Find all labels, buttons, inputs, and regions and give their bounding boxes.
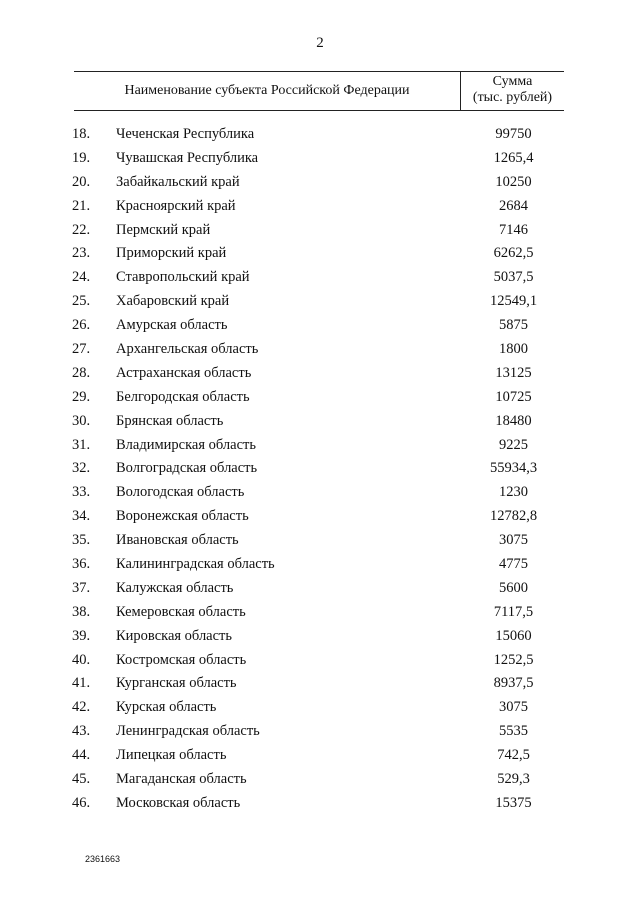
- row-number: 23.: [72, 245, 91, 262]
- table-row: [0, 457, 640, 481]
- row-number: 44.: [72, 747, 91, 764]
- amount-value: 3075: [499, 699, 528, 716]
- page-number: 2: [316, 35, 324, 51]
- amount-value: 55934,3: [489, 460, 538, 477]
- amount-value: 3075: [499, 532, 528, 549]
- table-row: [0, 314, 640, 338]
- header-sum-line1: Сумма: [492, 74, 533, 89]
- row-number: 40.: [72, 651, 91, 668]
- region-name: Забайкальский край: [116, 173, 240, 190]
- amount-value: 9225: [499, 436, 528, 453]
- row-number: 26.: [72, 317, 91, 334]
- region-name: Брянская область: [116, 412, 224, 429]
- amount-value: 8937,5: [493, 675, 534, 692]
- table-row: [0, 744, 640, 768]
- row-number: 42.: [72, 699, 91, 716]
- amount-value: 12782,8: [489, 508, 538, 525]
- table-row: [0, 601, 640, 625]
- table-row: [0, 625, 640, 649]
- row-number: 19.: [72, 149, 91, 166]
- amount-value: 5037,5: [493, 269, 534, 286]
- table-row: [0, 362, 640, 386]
- region-name: Курская область: [116, 699, 217, 716]
- table-row: [0, 338, 640, 362]
- region-name: Ставропольский край: [116, 269, 250, 286]
- region-name: Владимирская область: [116, 436, 256, 453]
- table-row: [0, 792, 640, 816]
- row-number: 45.: [72, 771, 91, 788]
- table-row: [0, 386, 640, 410]
- amount-value: 6262,5: [493, 245, 534, 262]
- row-number: 18.: [72, 126, 91, 142]
- table-row: [0, 410, 640, 434]
- table-row: [0, 171, 640, 195]
- region-name: Ивановская область: [116, 532, 239, 549]
- amount-value: 7146: [499, 221, 528, 238]
- region-name: Амурская область: [116, 317, 228, 334]
- region-name: Хабаровский край: [116, 293, 230, 310]
- table-row: [0, 505, 640, 529]
- region-name: Липецкая область: [116, 747, 227, 764]
- amount-value: 10250: [495, 173, 532, 190]
- amount-value: 13125: [495, 364, 532, 381]
- table-row: [0, 768, 640, 792]
- amount-value: 1800: [499, 341, 528, 358]
- amount-value: 2684: [499, 197, 528, 214]
- region-name: Пермский край: [116, 221, 211, 238]
- table-row: [0, 123, 640, 147]
- table-body: [0, 123, 640, 816]
- amount-value: 1230: [499, 484, 528, 501]
- row-number: 24.: [72, 269, 91, 286]
- table-row: [0, 577, 640, 601]
- table-row: [0, 147, 640, 171]
- amount-value: 5875: [499, 317, 528, 334]
- row-number: 22.: [72, 221, 91, 238]
- amount-value: 742,5: [497, 747, 530, 764]
- region-name: Воронежская область: [116, 508, 249, 525]
- row-number: 25.: [72, 293, 91, 310]
- table-row: [0, 242, 640, 266]
- row-number: 46.: [72, 794, 91, 811]
- row-number: 41.: [72, 675, 91, 692]
- row-number: 21.: [72, 197, 91, 214]
- row-number: 38.: [72, 603, 91, 620]
- region-name: Приморский край: [116, 245, 227, 262]
- table-row: [0, 266, 640, 290]
- region-name: Ленинградская область: [116, 723, 260, 740]
- header-sum-column: [461, 74, 564, 106]
- row-number: 37.: [72, 579, 91, 596]
- region-name: Калужская область: [116, 579, 234, 596]
- table-row: [0, 219, 640, 243]
- amount-value: 12549,1: [489, 293, 538, 310]
- table-row: [0, 672, 640, 696]
- region-name: Архангельская область: [116, 341, 259, 358]
- amount-value: 1265,4: [493, 149, 534, 166]
- table-row: [0, 553, 640, 577]
- row-number: 30.: [72, 412, 91, 429]
- region-name: Калининградская область: [116, 556, 275, 573]
- region-name: Волгоградская область: [116, 460, 258, 477]
- document-code: 2361663: [85, 854, 121, 864]
- header-sum-line2: (тыс. рублей): [472, 90, 553, 105]
- amount-value: 15375: [495, 794, 532, 811]
- table-row: [0, 195, 640, 219]
- table-row: [0, 290, 640, 314]
- row-number: 20.: [72, 173, 91, 190]
- row-number: 43.: [72, 723, 91, 740]
- row-number: 27.: [72, 341, 91, 358]
- header-name-column: Наименование субъекта Российской Федерации: [124, 83, 410, 98]
- region-name: Магаданская область: [116, 771, 247, 788]
- table-row: [0, 481, 640, 505]
- amount-value: 5600: [499, 579, 528, 596]
- amount-value: 5535: [499, 723, 528, 740]
- amount-value: 18480: [495, 412, 532, 429]
- table-header: [74, 71, 564, 111]
- amount-value: 529,3: [497, 771, 530, 788]
- row-number: 28.: [72, 364, 91, 381]
- region-name: Чувашская Республика: [116, 149, 259, 166]
- table-row: [0, 529, 640, 553]
- row-number: 35.: [72, 532, 91, 549]
- region-name: Вологодская область: [116, 484, 245, 501]
- amount-value: 7117,5: [493, 603, 534, 620]
- region-name: Кемеровская область: [116, 603, 246, 620]
- row-number: 36.: [72, 556, 91, 573]
- amount-value: 4775: [499, 556, 528, 573]
- region-name: Кировская область: [116, 627, 233, 644]
- row-number: 39.: [72, 627, 91, 644]
- region-name: Астраханская область: [116, 364, 252, 381]
- row-number: 31.: [72, 436, 91, 453]
- row-number: 29.: [72, 388, 91, 405]
- table-row: [0, 696, 640, 720]
- row-number: 32.: [72, 460, 91, 477]
- amount-value: 15060: [495, 627, 532, 644]
- region-name: Чеченская Республика: [116, 126, 255, 142]
- table-row: [0, 720, 640, 744]
- amount-value: 10725: [495, 388, 532, 405]
- row-number: 33.: [72, 484, 91, 501]
- region-name: Курганская область: [116, 675, 237, 692]
- region-name: Красноярский край: [116, 197, 236, 214]
- row-number: 34.: [72, 508, 91, 525]
- amount-value: 99750: [495, 126, 532, 142]
- region-name: Костромская область: [116, 651, 247, 668]
- table-row: [0, 649, 640, 673]
- region-name: Белгородская область: [116, 388, 250, 405]
- table-row: [0, 434, 640, 458]
- region-name: Московская область: [116, 794, 241, 811]
- amount-value: 1252,5: [493, 651, 534, 668]
